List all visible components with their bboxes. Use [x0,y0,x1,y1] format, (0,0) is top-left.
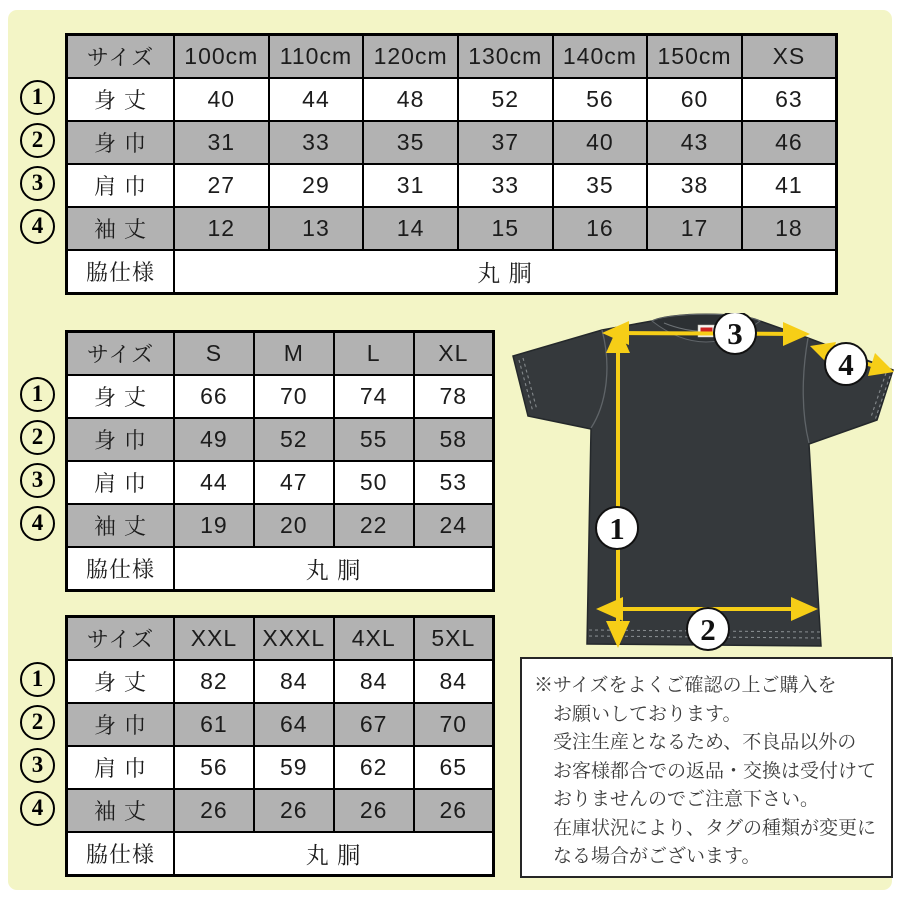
column-header: XS [742,35,837,79]
size-header-label: サイズ [67,332,175,376]
footer-row [67,547,494,591]
row-marker-circle: 4 [20,791,55,826]
column-header: 120cm [363,35,458,79]
measurement-label: 身 巾 [67,703,175,746]
column-header: 4XL [334,617,414,661]
side-spec-value: 丸 胴 [174,547,494,591]
size-value: 56 [553,78,648,121]
row-marker-circle: 3 [20,166,55,201]
table-row [67,660,494,703]
table-row [67,746,494,789]
row-marker-circle: 2 [20,123,55,158]
size-value: 62 [334,746,414,789]
size-value: 40 [553,121,648,164]
size-value: 58 [414,418,494,461]
table-row [67,121,837,164]
size-value: 70 [414,703,494,746]
size-value: 26 [414,789,494,832]
column-header: 150cm [647,35,742,79]
size-value: 17 [647,207,742,250]
size-value: 35 [553,164,648,207]
row-marker-circle: 3 [20,748,55,783]
size-value: 13 [269,207,364,250]
measurement-label: 身 丈 [67,660,175,703]
table-row [67,418,494,461]
size-value: 33 [269,121,364,164]
size-value: 37 [458,121,553,164]
size-header-label: サイズ [67,617,175,661]
row-marker-circle: 4 [20,506,55,541]
tshirt-measurement-diagram [502,313,897,658]
note-line: なる場合がございます。 [553,846,761,867]
size-value: 52 [254,418,334,461]
side-spec-label: 脇仕様 [67,250,175,294]
size-value: 60 [647,78,742,121]
marker-3-label: 3 [727,316,743,351]
table-row [67,207,837,250]
size-value: 26 [334,789,414,832]
size-value: 63 [742,78,837,121]
table-row [67,504,494,547]
size-value: 56 [174,746,254,789]
note-line: 在庫状況により、タグの種類が変更に [553,817,877,839]
size-value: 15 [458,207,553,250]
size-value: 84 [334,660,414,703]
size-value: 55 [334,418,414,461]
size-table-adult-wrap [31,330,495,592]
measurement-label: 袖 丈 [67,207,175,250]
size-value: 31 [363,164,458,207]
purchase-note-box [520,657,893,878]
column-header: 110cm [269,35,364,79]
size-value: 52 [458,78,553,121]
size-value: 49 [174,418,254,461]
table-row [67,703,494,746]
size-value: 59 [254,746,334,789]
row-marker-circle: 4 [20,209,55,244]
size-value: 19 [174,504,254,547]
size-value: 61 [174,703,254,746]
note-line: ※サイズをよくご確認の上ご購入を [534,675,837,696]
table-row [67,78,837,121]
header-row [67,35,837,79]
column-header: XXXL [254,617,334,661]
size-value: 26 [254,789,334,832]
marker-4-circle [825,343,867,385]
column-header: 5XL [414,617,494,661]
measurement-label: 身 丈 [67,78,175,121]
header-row [67,332,494,376]
size-value: 35 [363,121,458,164]
size-value: 78 [414,375,494,418]
measurement-label: 袖 丈 [67,504,175,547]
size-value: 53 [414,461,494,504]
size-header-label: サイズ [67,35,175,79]
size-table-plus-wrap [31,615,495,877]
table-row [67,375,494,418]
size-value: 67 [334,703,414,746]
measurement-label: 肩 巾 [67,164,175,207]
table-row [67,164,837,207]
size-value: 20 [254,504,334,547]
note-line: お願いしております。 [553,703,742,725]
side-spec-value: 丸 胴 [174,250,837,294]
side-spec-value: 丸 胴 [174,832,494,876]
marker-4-label: 4 [838,347,854,382]
column-header: XL [414,332,494,376]
footer-row [67,832,494,876]
row-marker-circle: 3 [20,463,55,498]
size-value: 14 [363,207,458,250]
column-header: XXL [174,617,254,661]
tshirt-illustration [502,313,897,658]
size-table-kids-wrap [31,33,838,295]
size-value: 70 [254,375,334,418]
row-marker-circle: 1 [20,80,55,115]
row-marker-circle: 2 [20,705,55,740]
column-header: 140cm [553,35,648,79]
measurement-label: 身 丈 [67,375,175,418]
size-table [65,330,495,592]
size-value: 66 [174,375,254,418]
column-header: 130cm [458,35,553,79]
size-value: 22 [334,504,414,547]
size-value: 74 [334,375,414,418]
marker-2-label: 2 [700,612,716,647]
size-table [65,615,495,877]
measurement-label: 肩 巾 [67,746,175,789]
size-value: 48 [363,78,458,121]
size-value: 31 [174,121,269,164]
size-table [65,33,838,295]
size-value: 44 [174,461,254,504]
note-line: 受注生産となるため、不良品以外の [553,732,857,753]
size-value: 26 [174,789,254,832]
size-value: 65 [414,746,494,789]
size-value: 43 [647,121,742,164]
column-header: S [174,332,254,376]
size-value: 27 [174,164,269,207]
size-value: 41 [742,164,837,207]
size-value: 40 [174,78,269,121]
marker-3-circle [714,313,756,354]
size-value: 50 [334,461,414,504]
size-value: 38 [647,164,742,207]
size-value: 33 [458,164,553,207]
header-row [67,617,494,661]
measurement-label: 身 巾 [67,418,175,461]
marker-1-circle [596,507,638,549]
column-header: 100cm [174,35,269,79]
size-value: 46 [742,121,837,164]
size-value: 18 [742,207,837,250]
side-spec-label: 脇仕様 [67,547,175,591]
measurement-label: 身 巾 [67,121,175,164]
size-value: 12 [174,207,269,250]
size-value: 84 [414,660,494,703]
column-header: M [254,332,334,376]
row-marker-circle: 2 [20,420,55,455]
size-value: 44 [269,78,364,121]
size-value: 16 [553,207,648,250]
row-marker-circle: 1 [20,662,55,697]
measurement-label: 肩 巾 [67,461,175,504]
size-value: 84 [254,660,334,703]
size-value: 24 [414,504,494,547]
measurement-label: 袖 丈 [67,789,175,832]
size-value: 47 [254,461,334,504]
column-header: L [334,332,414,376]
size-value: 29 [269,164,364,207]
size-value: 82 [174,660,254,703]
marker-2-circle [687,608,729,650]
note-line: お客様都合での返品・交換は受付けて [553,760,877,782]
footer-row [67,250,837,294]
table-row [67,461,494,504]
side-spec-label: 脇仕様 [67,832,175,876]
table-row [67,789,494,832]
row-marker-circle: 1 [20,377,55,412]
note-line: おりませんのでご注意下さい。 [553,789,820,810]
marker-1-label: 1 [609,511,625,546]
size-value: 64 [254,703,334,746]
